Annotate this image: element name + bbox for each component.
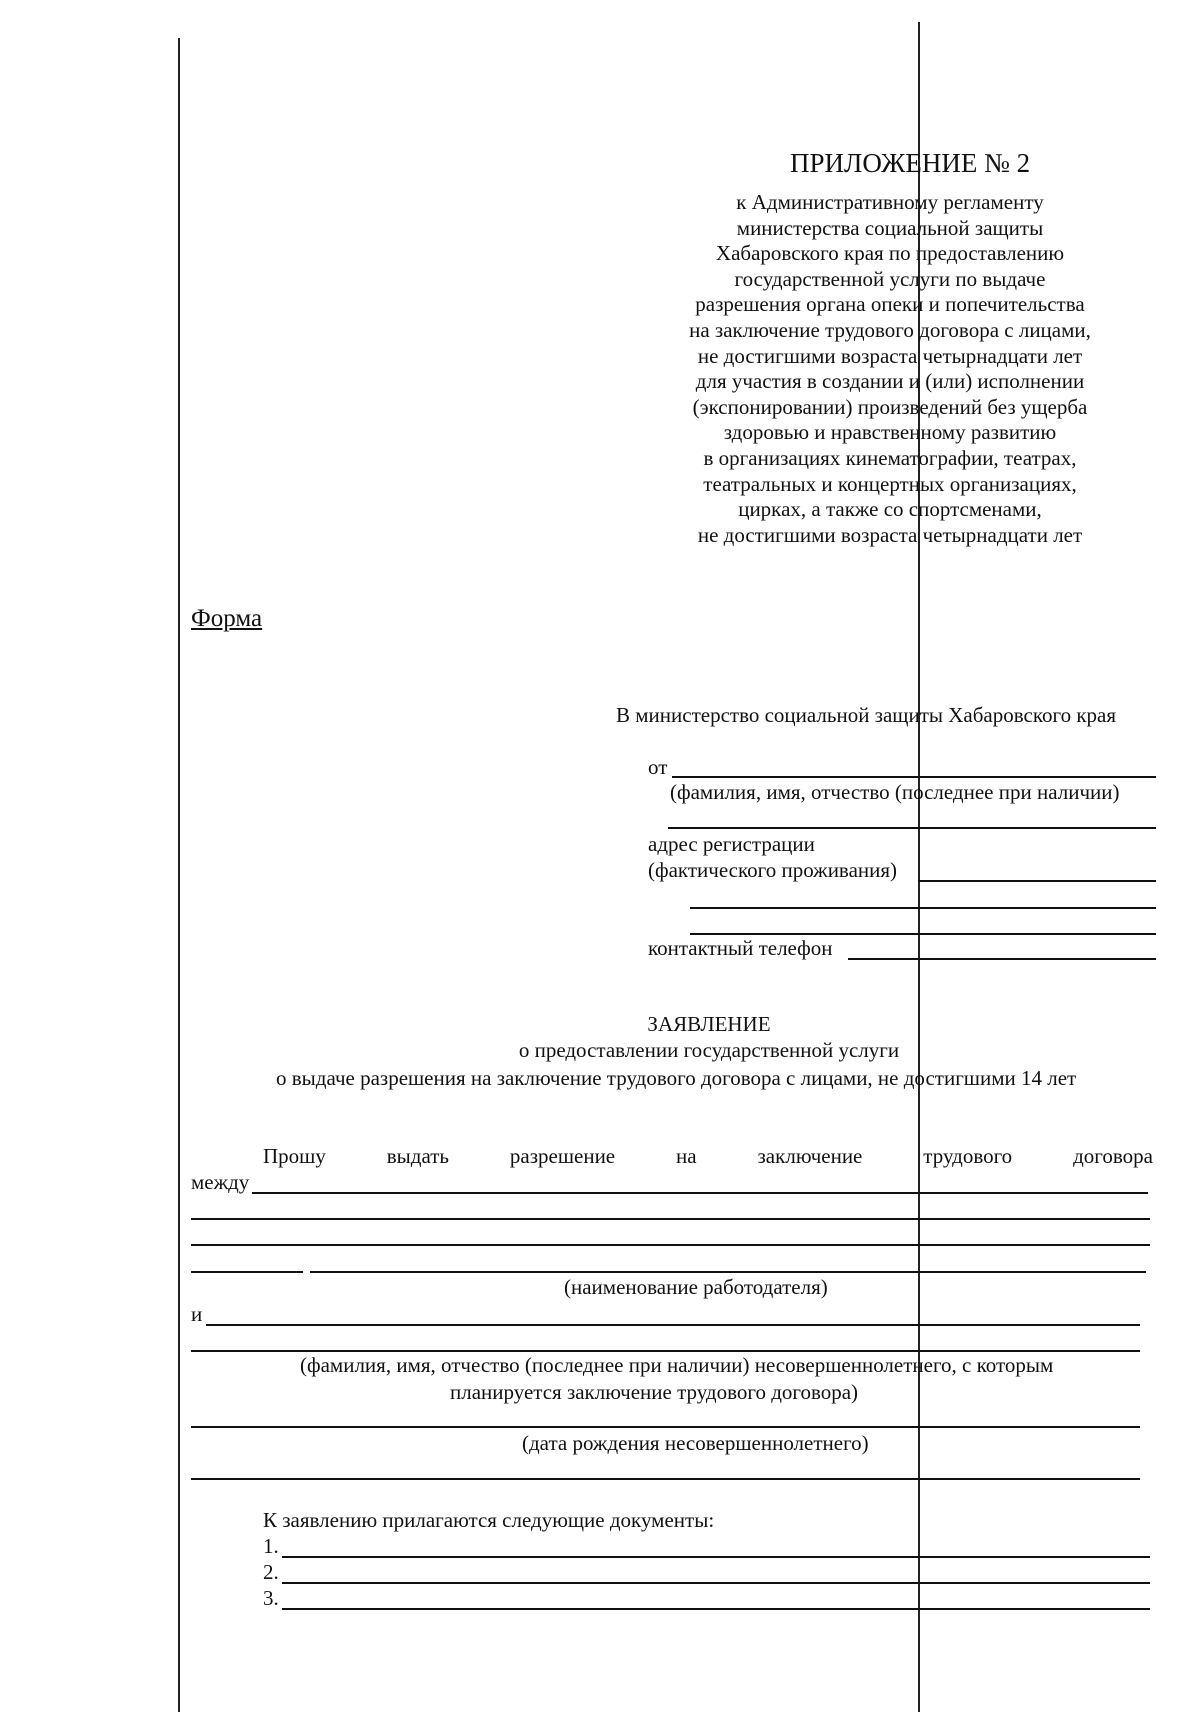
form-label: Форма [191, 605, 263, 632]
request-word: разрешение [509, 1144, 616, 1168]
name-hint: (фамилия, имя, отчество (последнее при наличии) [670, 780, 1120, 804]
request-word: на [676, 1144, 697, 1168]
minor-field-2[interactable] [191, 1350, 1140, 1352]
employer-field-4a[interactable] [191, 1271, 303, 1273]
annex-subtitle-line: министерства социальной защиты [736, 215, 1044, 240]
attachment-3-number: 3. [263, 1586, 279, 1610]
address-field-1[interactable] [918, 880, 1156, 882]
from-name-field[interactable] [672, 776, 1156, 778]
annex-subtitle-line: не достигшими возраста четырнадцати лет [697, 522, 1083, 547]
employer-field-1[interactable] [252, 1192, 1148, 1194]
employer-field-2[interactable] [191, 1218, 1150, 1220]
employer-hint: (наименование работодателя) [564, 1275, 828, 1299]
annex-title: ПРИЛОЖЕНИЕ № 2 [790, 148, 1031, 178]
request-word: заключение [757, 1144, 863, 1168]
minor-field-1[interactable] [206, 1324, 1140, 1326]
request-word: выдать [386, 1144, 449, 1168]
and-label: и [191, 1302, 203, 1326]
employer-field-4b[interactable] [310, 1271, 1146, 1273]
dob-field[interactable] [191, 1426, 1140, 1428]
annex-subtitle-line: цирках, а также со спортсменами, [738, 497, 1042, 522]
statement-title: ЗАЯВЛЕНИЕ [647, 1012, 771, 1036]
request-word: договора [1073, 1144, 1153, 1168]
address-field-2[interactable] [690, 907, 1156, 909]
attachment-1-number: 1. [263, 1534, 279, 1558]
addressee-to: В министерство социальной защиты Хабаровского края [616, 703, 1117, 727]
annex-subtitle [640, 190, 1140, 548]
between-label: между [191, 1170, 250, 1194]
annex-subtitle-line: не достигшими возраста четырнадцати лет [697, 343, 1083, 368]
address-field-3[interactable] [690, 933, 1156, 935]
attachment-1-field[interactable] [282, 1556, 1150, 1558]
address-label-2: (фактического проживания) [648, 858, 898, 882]
annex-subtitle-line: театральных и концертных организациях, [703, 471, 1077, 496]
annex-subtitle-line: в организациях кинематографии, театрах, [703, 445, 1077, 470]
statement-subtitle-1: о предоставлении государственной услуги [518, 1038, 900, 1062]
attachments-label: К заявлению прилагаются следующие документы: [263, 1508, 715, 1532]
extra-field[interactable] [191, 1478, 1140, 1480]
annex-subtitle-line: на заключение трудового договора с лицами, [689, 317, 1091, 342]
minor-hint-1: (фамилия, имя, отчество (последнее при наличии) несовершеннолетнего, с которым [300, 1353, 1054, 1377]
employer-field-3[interactable] [191, 1244, 1150, 1246]
request-line [263, 1144, 1153, 1169]
address-label-1: адрес регистрации [648, 832, 815, 856]
attachment-2-field[interactable] [282, 1582, 1150, 1584]
annex-subtitle-line: (экспонировании) произведений без ущерба [692, 394, 1088, 419]
attachment-3-field[interactable] [282, 1608, 1150, 1610]
phone-label: контактный телефон [648, 936, 833, 960]
statement-subtitle-2: о выдаче разрешения на заключение трудового договора с лицами, не достигшими 14 лет [276, 1066, 1077, 1090]
annex-subtitle-line: Хабаровского края по предоставлению [715, 241, 1065, 266]
dob-hint: (дата рождения несовершеннолетнего) [522, 1431, 869, 1455]
phone-field[interactable] [848, 958, 1156, 960]
from-name-field-2[interactable] [668, 827, 1156, 829]
request-word: трудового [923, 1144, 1013, 1168]
annex-subtitle-line: разрешения органа опеки и попечительства [695, 292, 1085, 317]
annex-subtitle-line: государственной услуги по выдаче [734, 266, 1046, 291]
annex-subtitle-line: к Административному регламенту [736, 190, 1044, 214]
request-word: Прошу [263, 1144, 326, 1168]
attachment-2-number: 2. [263, 1560, 279, 1584]
minor-hint-2: планируется заключение трудового договора) [450, 1380, 859, 1404]
from-label: от [648, 755, 668, 779]
annex-subtitle-line: для участия в создании и (или) исполнении [695, 369, 1085, 394]
annex-subtitle-line: здоровью и нравственному развитию [723, 420, 1057, 445]
left-margin-rule [178, 38, 180, 1712]
